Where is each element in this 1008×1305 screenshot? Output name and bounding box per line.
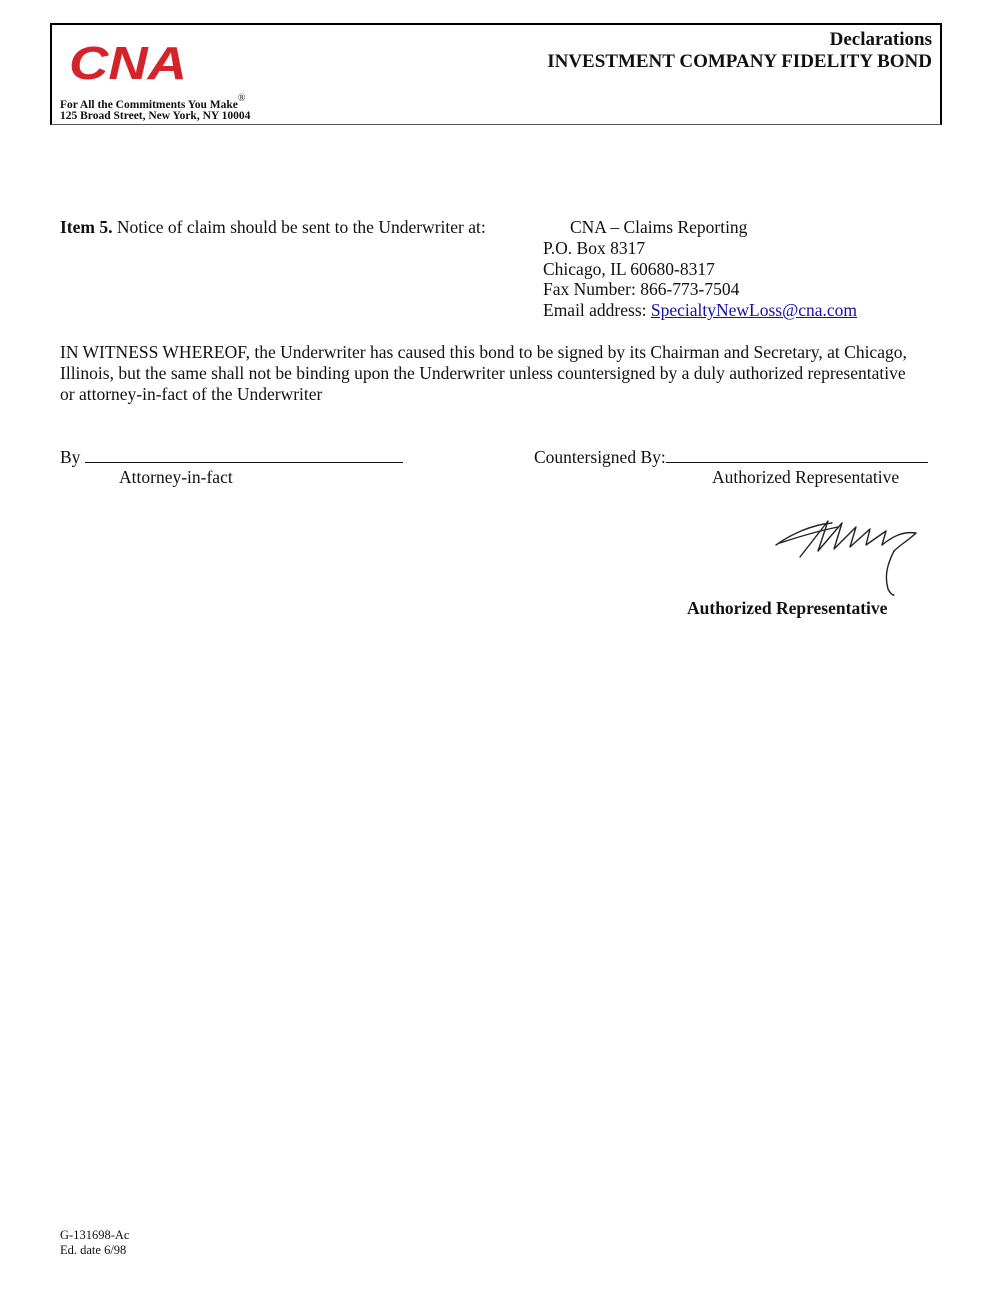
tagline xyxy=(60,95,246,111)
tagline-text: For All the Commitments You Make xyxy=(60,98,238,111)
countersigned-label: Countersigned By: xyxy=(534,447,666,467)
edition-date: Ed. date 6/98 xyxy=(60,1243,127,1257)
witness-line: or attorney-in-fact of the Underwriter xyxy=(60,383,323,404)
bond-title: INVESTMENT COMPANY FIDELITY BOND xyxy=(547,51,932,72)
witness-line: IN WITNESS WHEREOF, the Underwriter has caused this bond to be signed by its Chairman and Secretary, at Chicago, xyxy=(60,342,907,362)
registered-mark: ® xyxy=(237,93,246,104)
fax-line: Fax Number: 866-773-7504 xyxy=(543,279,740,300)
authorized-rep-signature-caption: Authorized Representative xyxy=(687,598,888,618)
item-5-text: Notice of claim should be sent to the Underwriter at: xyxy=(116,217,486,237)
company-address: 125 Broad Street, New York, NY 10004 xyxy=(60,110,251,122)
po-box-line: P.O. Box 8317 xyxy=(543,237,646,258)
authorized-rep-caption: Authorized Representative xyxy=(712,467,900,487)
witness-paragraph xyxy=(60,342,944,404)
cna-logo xyxy=(67,41,191,85)
by-label: By xyxy=(60,447,81,467)
cna-logo-icon xyxy=(67,41,191,85)
form-number: G-131698-Ac xyxy=(60,1228,130,1242)
declarations-label: Declarations xyxy=(829,29,932,50)
attorney-in-fact-caption: Attorney-in-fact xyxy=(119,467,233,487)
email-line xyxy=(543,300,857,321)
item-5-label: Item 5. xyxy=(60,217,113,237)
by-signature-rule xyxy=(85,446,403,463)
by-signature-line xyxy=(60,446,403,468)
city-line: Chicago, IL 60680-8317 xyxy=(543,258,715,279)
item-5-notice xyxy=(60,217,486,238)
email-link[interactable]: SpecialtyNewLoss@cna.com xyxy=(650,300,858,321)
countersigned-line xyxy=(534,446,928,468)
document-header xyxy=(50,23,942,125)
witness-line: Illinois, but the same shall not be binding upon the Underwriter unless countersigned by a duly authorized representative xyxy=(60,362,906,383)
claims-company-line: CNA – Claims Reporting xyxy=(570,217,748,237)
svg-text:CNA: CNA xyxy=(69,41,187,85)
handwritten-signature-icon xyxy=(770,515,930,600)
countersigned-rule xyxy=(666,446,928,463)
claims-address xyxy=(543,217,857,321)
email-label: Email address: xyxy=(543,300,647,321)
